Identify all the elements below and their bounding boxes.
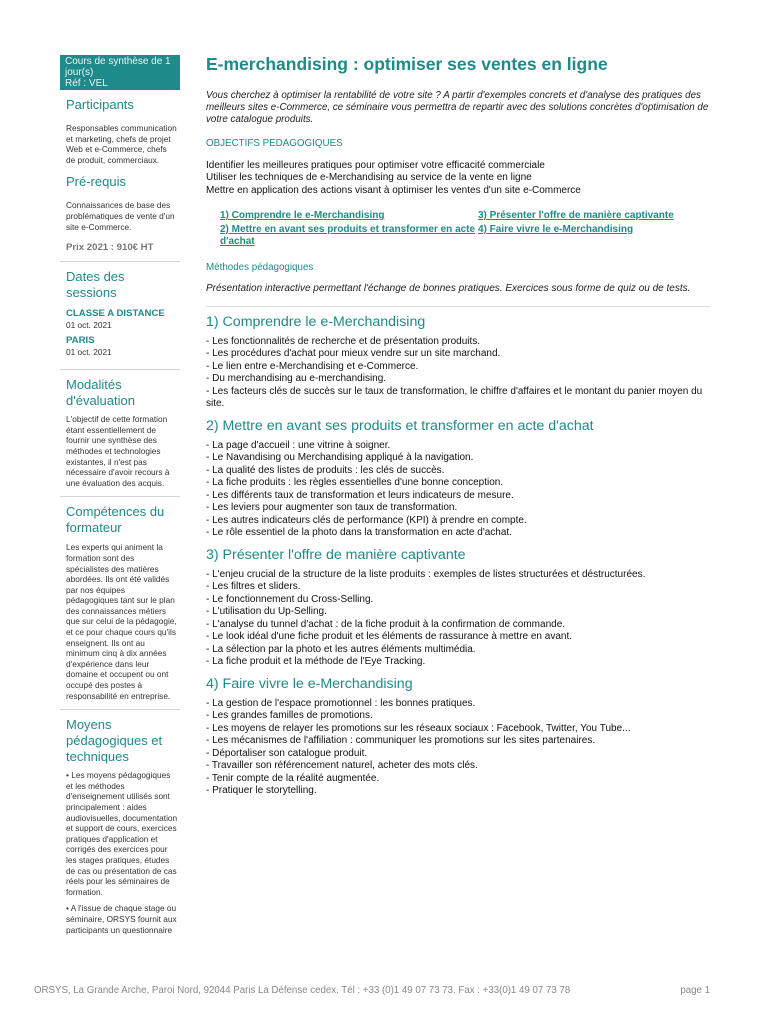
moyens-paragraph: • Les moyens pédagogiques et les méthodes d'enseignement utilisés sont principalement : aides audiovisuelles, documentation et support de cours, exercices pratiques d'application et corrigés des exercices pour les stages pratiques, études de cas ou présentation de cas réels pour les séminaires de formation. xyxy=(66,770,178,897)
objectives-list xyxy=(206,160,710,198)
list-item: - La fiche produit et la méthode de l'Eye Tracking. xyxy=(206,656,426,668)
section-items xyxy=(206,336,710,411)
participants-title: Participants xyxy=(66,97,134,112)
list-item: - Le fonctionnement du Cross-Selling. xyxy=(206,593,374,605)
session-date: 01 oct. 2021 xyxy=(66,347,112,358)
methods-text: Présentation interactive permettant l'échange de bonnes pratiques. Exercices sous forme de quiz ou de tests. xyxy=(206,282,691,294)
footer xyxy=(34,985,710,996)
prerequis-text: Connaissances de base des problématiques de vente d'un site e-Commerce. xyxy=(66,200,175,232)
session-date: 01 oct. 2021 xyxy=(66,320,112,331)
list-item: - L'utilisation du Up-Selling. xyxy=(206,606,327,618)
section-2 xyxy=(206,417,710,540)
list-item: - Les autres indicateurs clés de performance (KPI) à prendre en compte. xyxy=(206,514,527,526)
objective-item: Identifier les meilleures pratiques pour optimiser votre efficacité commerciale xyxy=(206,159,545,171)
competences-text: Les experts qui animent la formation sont des spécialistes des matières abordées. Ils ont été validés par nos équipes pédagogiques tant sur le plan des connaissances métiers que sur celui de la pédagogie, et ce pour chaque cours qu'ils enseignent. Ils ont au minimum cinq à dix années d'expérience dans leur domaine et occupent ou ont occupé des postes à responsabilité en entreprise. xyxy=(66,542,177,701)
moyens-title: Moyens pédagogiques et techniques xyxy=(66,717,163,765)
course-header xyxy=(60,55,180,90)
course-type-line1: Cours de synthèse de 1 xyxy=(65,56,171,67)
list-item: - La qualité des listes de produits : les clés de succès. xyxy=(206,464,445,476)
sessions-title: Dates des sessions xyxy=(66,269,125,301)
section-title: 1) Comprendre le e-Merchandising xyxy=(206,313,426,330)
list-item: - Les différents taux de transformation et leurs indicateurs de mesure. xyxy=(206,489,514,501)
moyens-paragraph: • A l'issue de chaque stage ou séminaire, ORSYS fournit aux participants un questionnaire xyxy=(66,903,177,935)
divider xyxy=(206,306,710,307)
list-item: - La page d'accueil : une vitrine à soigner. xyxy=(206,439,391,451)
list-item: - Pratiquer le storytelling. xyxy=(206,785,317,797)
intro-text: Vous cherchez à optimiser la rentabilité de votre site ? A partir d'exemples concrets et d'analyse des pratiques des meilleurs sites e-Commerce, ce séminaire vous permettra de repartir avec des solutions concrètes d'optimisation de votre catalogue produits. xyxy=(206,90,709,126)
section-items xyxy=(206,569,710,669)
list-item: - La sélection par la photo et les autres éléments multimédia. xyxy=(206,643,476,655)
list-item: - Le Navandising ou Merchandising appliqué à la navigation. xyxy=(206,452,474,464)
session-location[interactable]: PARIS xyxy=(66,335,95,347)
page-number: page 1 xyxy=(680,985,710,996)
list-item: - Déportaliser son catalogue produit. xyxy=(206,747,368,759)
section-items xyxy=(206,440,710,540)
section-title: 4) Faire vivre le e-Merchandising xyxy=(206,675,413,692)
section-3 xyxy=(206,546,710,669)
list-item: - Les filtres et sliders. xyxy=(206,581,301,593)
main-content xyxy=(206,52,710,798)
section-items xyxy=(206,698,710,798)
price: Prix 2021 : 910€ HT xyxy=(66,242,154,254)
section-title: 2) Mettre en avant ses produits et transformer en acte d'achat xyxy=(206,417,594,434)
section-title: 3) Présenter l'offre de manière captivante xyxy=(206,546,466,563)
toc-link-4[interactable]: 4) Faire vivre le e-Merchandising xyxy=(478,223,634,235)
list-item: - Les leviers pour augmenter son taux de transformation. xyxy=(206,502,458,514)
table-of-contents xyxy=(206,210,710,247)
sidebar xyxy=(60,55,180,960)
course-reference: Réf : VEL xyxy=(65,78,108,89)
list-item: - Les fonctionnalités de recherche et de présentation produits. xyxy=(206,335,481,347)
objective-item: Utiliser les techniques de e-Merchandising au service de la vente en ligne xyxy=(206,172,532,184)
list-item: - Les facteurs clés de succès sur le taux de transformation, le chiffre d'affaires et le montant du panier moyen du site. xyxy=(206,385,703,410)
list-item: - Travailler son référencement naturel, acheter des mots clés. xyxy=(206,760,478,772)
moyens-text xyxy=(66,770,178,935)
footer-address: ORSYS, La Grande Arche, Paroi Nord, 92044 Paris La Défense cedex. Tél : +33 (0)1 49 07 73 73. Fax : +33(0)1 49 07 73 78 xyxy=(34,985,571,996)
course-type-line2: jour(s) xyxy=(65,67,94,78)
objective-item: Mettre en application des actions visant à optimiser les ventes d'un site e-Commerce xyxy=(206,184,581,196)
objectives-title: OBJECTIFS PEDAGOGIQUES xyxy=(206,137,343,149)
list-item: - La gestion de l'espace promotionnel : les bonnes pratiques. xyxy=(206,697,476,709)
list-item: - Les grandes familles de promotions. xyxy=(206,710,373,722)
section-4 xyxy=(206,675,710,798)
competences-section xyxy=(60,496,180,709)
toc-link-3[interactable]: 3) Présenter l'offre de manière captivante xyxy=(478,210,674,222)
list-item: - Du merchandising au e-merchandising. xyxy=(206,373,387,385)
list-item: - Les moyens de relayer les promotions sur les réseaux sociaux : Facebook, Twitter, You Tube... xyxy=(206,722,631,734)
list-item: - Les mécanismes de l'affiliation : communiquer les promotions sur les sites partenaires. xyxy=(206,735,596,747)
session-location[interactable]: CLASSE A DISTANCE xyxy=(66,308,165,320)
prerequis-title: Pré-requis xyxy=(66,174,126,190)
page-title: E-merchandising : optimiser ses ventes en ligne xyxy=(206,54,608,74)
list-item: - L'enjeu crucial de la structure de la liste produits : exemples de listes structurées et déstructurées. xyxy=(206,568,646,580)
competences-title: Compétences du formateur xyxy=(66,504,165,536)
modalites-title: Modalités d'évaluation xyxy=(66,377,135,409)
sessions-section xyxy=(60,261,180,369)
list-item: - La fiche produits : les règles essentielles d'une bonne conception. xyxy=(206,477,504,489)
modalites-section xyxy=(60,369,180,496)
methods-title: Méthodes pédagogiques xyxy=(206,261,314,273)
section-1 xyxy=(206,313,710,411)
participants-section xyxy=(60,90,180,261)
toc-link-1[interactable]: 1) Comprendre le e-Merchandising xyxy=(220,210,385,222)
list-item: - L'analyse du tunnel d'achat : de la fiche produit à la confirmation de commande. xyxy=(206,618,566,630)
list-item: - Tenir compte de la réalité augmentée. xyxy=(206,772,380,784)
modalites-text: L'objectif de cette formation étant essentiellement de fournir une synthèse des méthodes et technologies existantes, il n'est pas nécessaire d'avoir recours à une évaluation des acquis. xyxy=(66,414,170,488)
toc-link-2[interactable]: 2) Mettre en avant ses produits et transformer en acte d'achat xyxy=(220,223,476,247)
list-item: - Le lien entre e-Merchandising et e-Commerce. xyxy=(206,360,419,372)
participants-text: Responsables communication et marketing, chefs de projet Web et e-Commerce, chefs de produit, commerciaux. xyxy=(66,123,177,165)
list-item: - Les procédures d'achat pour mieux vendre sur un site marchand. xyxy=(206,348,501,360)
moyens-section xyxy=(60,709,180,949)
list-item: - Le rôle essentiel de la photo dans la transformation en acte d'achat. xyxy=(206,527,512,539)
list-item: - Le look idéal d'une fiche produit et les éléments de rassurance à mettre en avant. xyxy=(206,631,573,643)
